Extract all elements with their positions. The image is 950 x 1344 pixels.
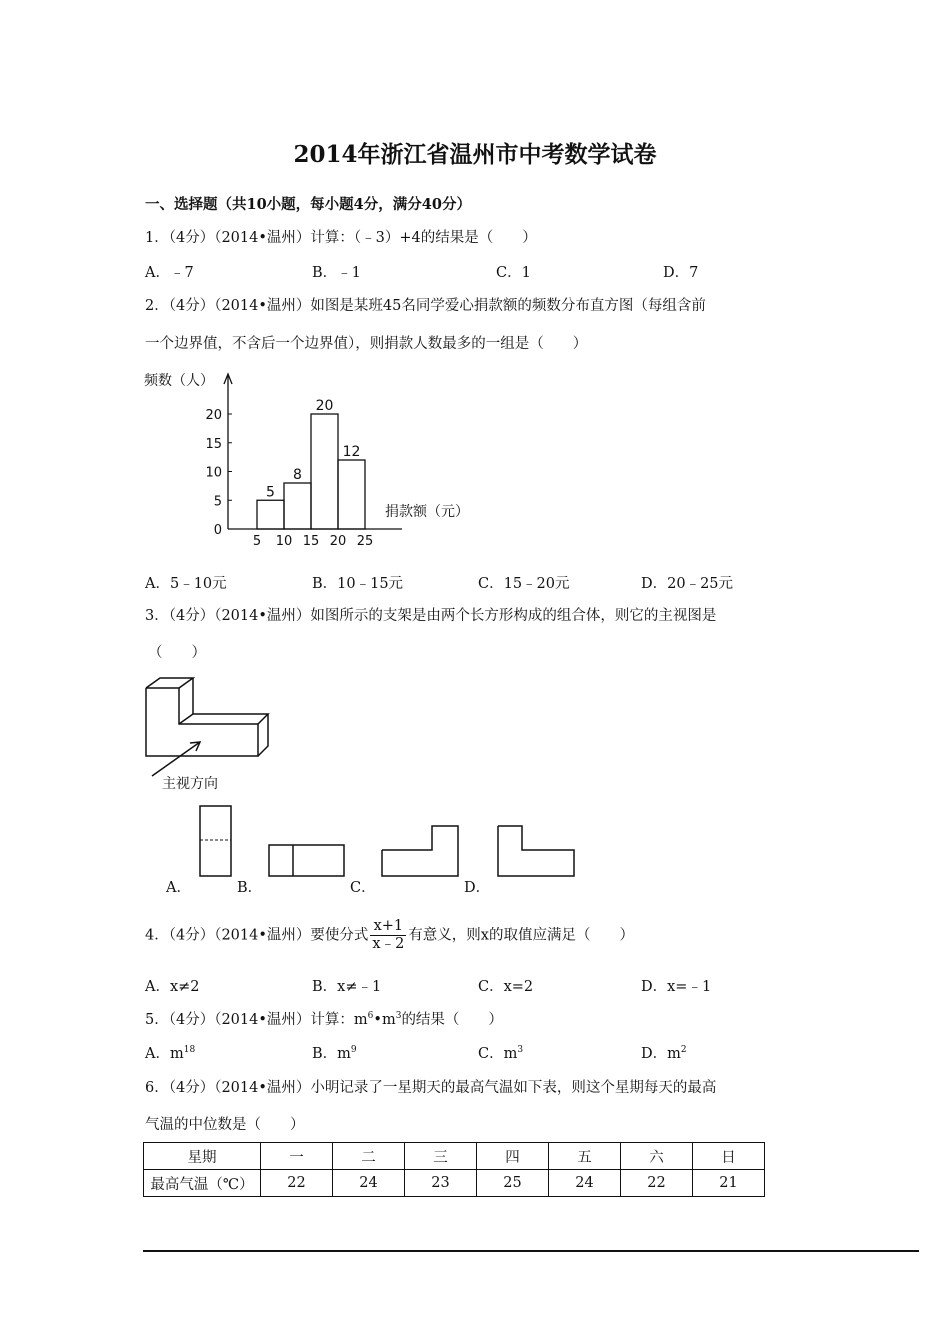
q4-denominator: x﹣2 <box>372 936 405 952</box>
q5-stem-post: 的结果（ ） <box>401 1012 503 1028</box>
x-tick-label: 20 <box>329 534 347 549</box>
q5-exp2: 3 <box>395 1011 402 1022</box>
q1-option-a: A．﹣7 <box>145 265 194 281</box>
q3-option-a-figure <box>198 804 234 880</box>
q4-option-a: A．x≠2 <box>145 979 200 995</box>
table-header-cell: 最高气温（℃） <box>144 1170 261 1197</box>
q5-option-b-label: B．m <box>312 1046 351 1062</box>
table-cell: 24 <box>549 1170 621 1197</box>
table-cell: 22 <box>621 1170 693 1197</box>
histogram-bar <box>338 460 365 529</box>
table-header-cell: 星期 <box>144 1143 261 1170</box>
y-tick-label: 15 <box>205 436 222 452</box>
q5-option-c <box>478 1042 523 1063</box>
q5-exp1: 6 <box>367 1011 374 1022</box>
view-direction-label: 主视方向 <box>162 776 218 792</box>
table-cell: 六 <box>621 1143 693 1170</box>
table-cell: 21 <box>693 1170 765 1197</box>
table-cell: 一 <box>261 1143 333 1170</box>
q3-stem-line1: 3．（4分）（2014•温州）如图所示的支架是由两个长方形构成的组合体，则它的主视图是 <box>145 608 717 624</box>
table-cell: 五 <box>549 1143 621 1170</box>
q5-option-d-label: D．m <box>641 1046 681 1062</box>
table-cell: 22 <box>261 1170 333 1197</box>
y-tick-label: 10 <box>205 465 222 481</box>
q5-stem-pre: 5．（4分）（2014•温州）计算：m <box>145 1012 368 1028</box>
q4-option-d: D．x=﹣1 <box>641 979 712 995</box>
page-title: 2014年浙江省温州市中考数学试卷 <box>293 141 657 168</box>
table-cell: 四 <box>477 1143 549 1170</box>
q2-option-a: A．5﹣10元 <box>145 576 227 592</box>
q4-fraction <box>370 918 406 953</box>
q3-option-a: A． <box>166 880 191 896</box>
q2-option-b: B．10﹣15元 <box>312 576 404 592</box>
y-tick-label: 5 <box>213 494 222 510</box>
q5-option-a <box>145 1042 195 1063</box>
x-tick-label: 25 <box>356 534 374 549</box>
q6-stem-line2: 气温的中位数是（ ） <box>145 1117 305 1133</box>
y-tick-label: 20 <box>205 408 222 423</box>
q3-option-b: B． <box>237 880 263 896</box>
y-axis-title: 频数（人） <box>144 373 214 389</box>
histogram-bar <box>257 500 284 529</box>
q4-stem-pre: 4．（4分）（2014•温州）要使分式 <box>145 927 369 944</box>
q4-stem <box>145 918 634 953</box>
q1-option-c: C．1 <box>496 265 531 281</box>
section-heading: 一、选择题（共10小题，每小题4分，满分40分） <box>145 196 471 213</box>
bar-data-label: 8 <box>293 467 302 483</box>
x-axis-title: 捐款额（元） <box>385 504 469 520</box>
q6-stem-line1: 6．（4分）（2014•温州）小明记录了一星期天的最高气温如下表，则这个星期每天的最高 <box>145 1080 717 1096</box>
q5-option-a-label: A．m <box>145 1046 184 1062</box>
y-tick-label: 0 <box>213 523 222 538</box>
q3-option-d-figure <box>496 824 578 880</box>
x-tick-label: 10 <box>275 534 293 549</box>
bar-data-label: 20 <box>315 398 334 414</box>
q5-stem <box>145 1008 503 1029</box>
table-row <box>144 1170 765 1197</box>
table-cell: 三 <box>405 1143 477 1170</box>
bar-data-label: 5 <box>266 484 275 501</box>
q3-option-b-figure <box>267 843 347 879</box>
table-cell: 23 <box>405 1170 477 1197</box>
table-cell: 日 <box>693 1143 765 1170</box>
q5-option-d <box>641 1042 687 1063</box>
q3-stem-line2: （ ） <box>148 645 206 661</box>
q5-option-b <box>312 1042 357 1063</box>
histogram-bar <box>311 414 338 529</box>
q3-option-d: D． <box>464 880 491 896</box>
histogram-bar <box>284 483 311 529</box>
q4-numerator: x+1 <box>370 918 406 936</box>
histogram-chart <box>140 366 469 556</box>
q1-option-b: B．﹣1 <box>312 265 361 281</box>
q4-option-c: C．x=2 <box>478 979 534 995</box>
q5-option-c-exp: 3 <box>517 1045 524 1056</box>
q2-option-d: D．20﹣25元 <box>641 576 734 592</box>
table-row <box>144 1143 765 1170</box>
q1-option-d: D．7 <box>663 265 699 281</box>
q5-stem-mid: •m <box>373 1012 396 1028</box>
q5-option-d-exp: 2 <box>680 1045 687 1056</box>
bracket-solid-figure <box>140 672 290 797</box>
q2-stem-line1: 2．（4分）（2014•温州）如图是某班45名同学爱心捐款额的频数分布直方图（每组含前 <box>145 298 706 314</box>
q5-option-a-exp: 18 <box>183 1045 196 1056</box>
q1-stem: 1．（4分）（2014•温州）计算：（﹣3）+4的结果是（ ） <box>145 230 537 246</box>
q3-option-c-figure <box>380 824 462 880</box>
q3-option-c: C． <box>350 880 376 896</box>
table-cell: 24 <box>333 1170 405 1197</box>
q5-option-b-exp: 9 <box>350 1045 357 1056</box>
q2-option-c: C．15﹣20元 <box>478 576 570 592</box>
bar-data-label: 12 <box>342 444 361 460</box>
footer-rule <box>143 1250 919 1252</box>
x-tick-label: 5 <box>252 534 262 549</box>
table-cell: 二 <box>333 1143 405 1170</box>
table-cell: 25 <box>477 1170 549 1197</box>
x-tick-label: 15 <box>302 534 320 549</box>
q5-option-c-label: C．m <box>478 1046 518 1062</box>
q2-stem-line2: 一个边界值，不含后一个边界值），则捐款人数最多的一组是（ ） <box>145 336 588 352</box>
q4-option-b: B．x≠﹣1 <box>312 979 382 995</box>
temperature-table <box>143 1142 765 1197</box>
q4-stem-post: 有意义，则x的取值应满足（ ） <box>408 927 634 944</box>
